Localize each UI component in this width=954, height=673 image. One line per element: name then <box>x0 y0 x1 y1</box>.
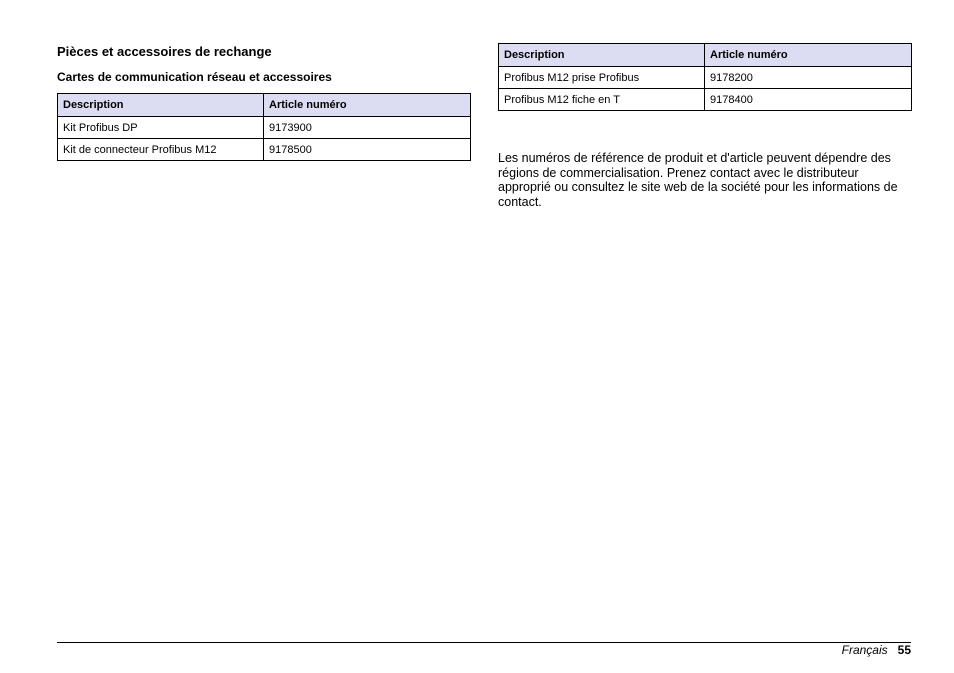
column-header-description: Description <box>499 44 705 67</box>
contact-note-paragraph: Les numéros de référence de produit et d'article peuvent dépendre des régions de commercialisation. Prenez contact avec le distributeur approprié ou consultez le site web de la société pour les informations de contact. <box>498 151 898 209</box>
cell-description: Kit de connecteur Profibus M12 <box>58 139 264 161</box>
table-row <box>58 139 471 161</box>
column-header-article-number: Article numéro <box>705 44 912 67</box>
parts-table-left <box>57 93 471 161</box>
column-header-description: Description <box>58 94 264 117</box>
parts-table-right <box>498 43 912 111</box>
subsection-heading: Cartes de communication réseau et accessoires <box>57 70 332 84</box>
table-row <box>499 89 912 111</box>
section-heading: Pièces et accessoires de rechange <box>57 44 272 59</box>
table-header-row <box>58 94 471 117</box>
footer-divider <box>57 642 911 643</box>
cell-description: Profibus M12 fiche en T <box>499 89 705 111</box>
table-header-row <box>499 44 912 67</box>
table-row <box>58 117 471 139</box>
cell-article-number: 9178200 <box>705 67 912 89</box>
page-number: 55 <box>897 643 911 657</box>
footer-language: Français <box>841 643 888 657</box>
cell-description: Kit Profibus DP <box>58 117 264 139</box>
page-footer <box>842 643 911 657</box>
cell-article-number: 9178500 <box>264 139 471 161</box>
cell-description: Profibus M12 prise Profibus <box>499 67 705 89</box>
cell-article-number: 9178400 <box>705 89 912 111</box>
table-row <box>499 67 912 89</box>
cell-article-number: 9173900 <box>264 117 471 139</box>
column-header-article-number: Article numéro <box>264 94 471 117</box>
